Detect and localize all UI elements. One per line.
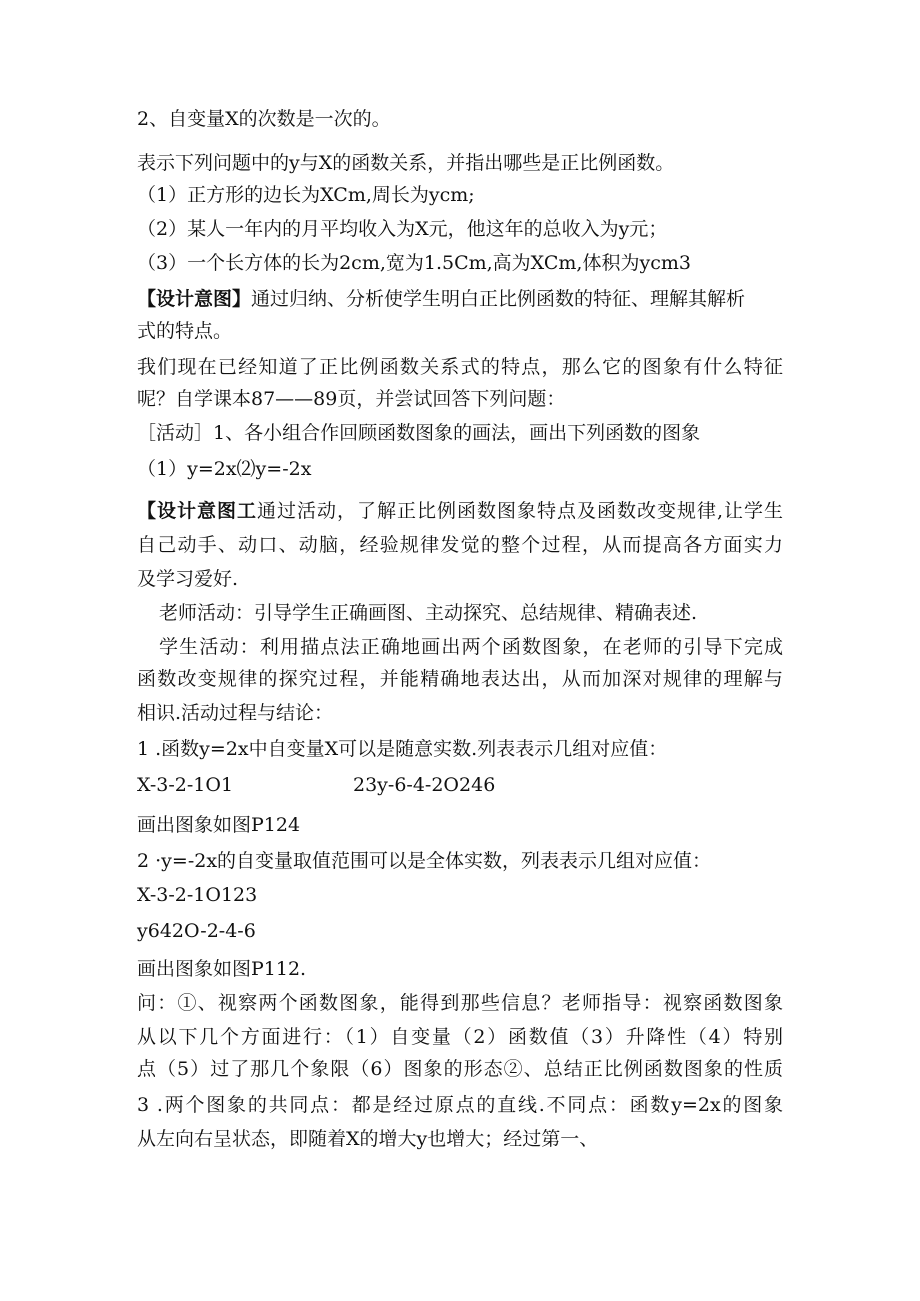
table-values-x: X-3-2-1O123 [137, 884, 258, 906]
text-line: 呢？自学课本87——89页，并尝试回答下列问题： [137, 388, 566, 410]
text-line: （1）y=2x⑵y=-2x [137, 458, 312, 480]
text-line: 及学习爱好. [137, 568, 239, 590]
text-line: 从左向右呈状态，即随着X的增大y也增大；经过第一、 [137, 1128, 599, 1150]
text-line: 画出图象如图P112. [137, 958, 307, 980]
text-line: 学生活动：利用描点法正确地画出两个函数图象，在老师的引导下完成 [159, 636, 783, 658]
table-values-y: y642O-2-4-6 [137, 920, 256, 942]
design-intent-paragraph [137, 286, 745, 312]
text-line: 自己动手、动口、动脑，经验规律发觉的整个过程，从而提高各方面实力 [137, 534, 783, 556]
design-intent-paragraph [137, 498, 783, 524]
text-line: 函数改变规律的探究过程，并能精确地表达出，从而加深对规律的理解与 [137, 668, 783, 690]
text-line: 我们现在已经知道了正比例函数关系式的特点，那么它的图象有什么特征 [137, 356, 783, 378]
text-line: 问：①、视察两个函数图象，能得到那些信息？老师指导：视察函数图象 [137, 992, 783, 1014]
text-line: 从以下几个方面进行：（1）自变量（2）函数值（3）升降性（4）特别 [137, 1026, 783, 1048]
text-line: 通过活动，了解正比例函数图象特点及函数改变规律,让学生 [257, 500, 783, 522]
table-values-x: X-3-2-1O1 [137, 774, 234, 796]
design-intent-label: 【设计意图工 [137, 500, 257, 522]
text-line: 表示下列问题中的y与X的函数关系，并指出哪些是正比例函数。 [137, 152, 675, 174]
text-line: 1 .函数y=2x中自变量X可以是随意实数.列表表示几组对应值： [137, 738, 668, 760]
table-values-y: 23y-6-4-2O246 [353, 774, 496, 796]
text-line: 画出图象如图P124 [137, 814, 301, 836]
text-line: 老师活动：引导学生正确画图、主动探究、总结规律、精确表述. [159, 602, 698, 624]
text-line: 2、自变量X的次数是一次的。 [137, 108, 391, 130]
text-line: ［活动］1、各小组合作回顾函数图象的画法，画出下列函数的图象 [137, 422, 701, 444]
text-line: （3）一个长方体的长为2cm,宽为1.5Cm,高为XCm,体积为ycm3 [137, 252, 691, 274]
text-line: （1）正方形的边长为XCm,周长为ycm; [137, 184, 475, 206]
design-intent-label: 【设计意图】 [137, 288, 252, 310]
text-line: 相识.活动过程与结论： [137, 702, 334, 724]
text-line: 式的特点。 [137, 320, 233, 342]
text-line: 点（5）过了那几个象限（6）图象的形态②、总结正比例函数图象的性质 [137, 1058, 783, 1080]
text-line: 3 .两个图象的共同点：都是经过原点的直线.不同点：函数y=2x的图象 [137, 1094, 783, 1116]
text-line: 2 ·y=-2x的自变量取值范围可以是全体实数，列表表示几组对应值： [137, 850, 712, 872]
text-line: 通过归纳、分析使学生明白正比例函数的特征、理解其解析 [251, 288, 746, 310]
text-line: （2）某人一年内的月平均收入为X元，他这年的总收入为y元； [137, 218, 668, 240]
